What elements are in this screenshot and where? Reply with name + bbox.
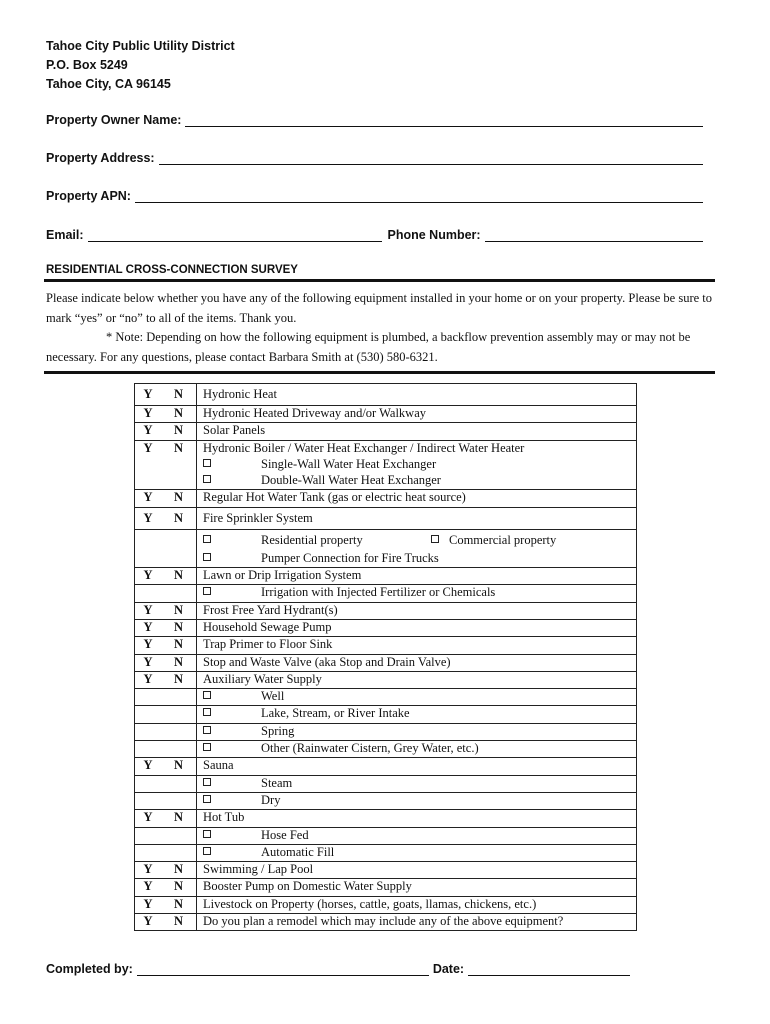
table-row <box>135 473 637 490</box>
instructions <box>46 289 718 367</box>
phone-label: Phone Number: <box>387 228 481 242</box>
item-label: Auxiliary Water Supply <box>197 671 637 688</box>
instruction-text: Please indicate below whether you have any of the following equipment installed in your home or on your property. Please be sure to mark “yes” or “no” to all of the items. Thank you. <box>46 291 713 325</box>
item-label: Regular Hot Water Tank (gas or electric heat source) <box>197 490 637 507</box>
no-option[interactable]: N <box>161 810 197 827</box>
completion-row <box>46 962 646 976</box>
table-row <box>135 758 637 775</box>
item-label: Fire Sprinkler System <box>197 507 637 529</box>
no-option[interactable]: N <box>161 440 197 457</box>
table-row <box>135 810 637 827</box>
item-label: Lawn or Drip Irrigation System <box>197 568 637 585</box>
fertilizer-checkbox[interactable] <box>203 587 211 595</box>
sub-option-label: Dry <box>261 792 281 807</box>
well-checkbox[interactable] <box>203 691 211 699</box>
item-label: Hydronic Boiler / Water Heat Exchanger / Indirect Water Heater <box>197 440 637 457</box>
yes-option[interactable]: Y <box>135 568 162 585</box>
yes-option[interactable]: Y <box>135 914 162 931</box>
owner-name-label: Property Owner Name: <box>46 113 182 127</box>
sub-option-label: Commercial property <box>449 532 557 547</box>
sub-option-label: Hose Fed <box>261 827 309 842</box>
apn-label: Property APN: <box>46 189 131 203</box>
item-label: Booster Pump on Domestic Water Supply <box>197 879 637 896</box>
hose-fed-checkbox[interactable] <box>203 830 211 838</box>
table-row <box>135 423 637 440</box>
po-box: P.O. Box 5249 <box>46 58 128 72</box>
sub-option-label: Residential property <box>261 532 363 547</box>
title-divider <box>44 279 715 282</box>
double-wall-checkbox[interactable] <box>203 475 211 483</box>
yes-option[interactable]: Y <box>135 507 162 529</box>
no-option[interactable]: N <box>161 568 197 585</box>
table-row <box>135 457 637 473</box>
table-row <box>135 827 637 844</box>
yes-option[interactable]: Y <box>135 879 162 896</box>
table-row <box>135 551 637 568</box>
table-row <box>135 741 637 758</box>
pumper-connection-checkbox[interactable] <box>203 553 211 561</box>
table-row <box>135 723 637 740</box>
no-option[interactable]: N <box>161 879 197 896</box>
table-row <box>135 914 637 931</box>
sub-option-label: Irrigation with Injected Fertilizer or Chemicals <box>261 585 496 600</box>
other-water-checkbox[interactable] <box>203 743 211 751</box>
table-row <box>135 671 637 688</box>
equipment-table <box>134 383 637 931</box>
table-row <box>135 637 637 654</box>
table-row <box>135 602 637 619</box>
survey-title: RESIDENTIAL CROSS-CONNECTION SURVEY <box>46 264 298 276</box>
date-label: Date: <box>432 962 465 976</box>
no-option[interactable]: N <box>161 602 197 619</box>
yes-option[interactable]: Y <box>135 862 162 879</box>
apn-row <box>46 189 703 203</box>
yes-option[interactable]: Y <box>135 637 162 654</box>
no-option[interactable]: N <box>161 423 197 440</box>
sub-option-label: Lake, Stream, or River Intake <box>261 706 410 721</box>
item-label: Do you plan a remodel which may include any of the above equipment? <box>197 914 637 931</box>
table-row <box>135 490 637 507</box>
yes-option[interactable]: Y <box>135 406 162 423</box>
table-row <box>135 507 637 529</box>
sub-option-label: Automatic Fill <box>261 844 335 859</box>
table-row <box>135 619 637 636</box>
no-option[interactable]: N <box>161 671 197 688</box>
no-option[interactable]: N <box>161 507 197 529</box>
no-option[interactable]: N <box>161 384 197 406</box>
address-field[interactable] <box>159 152 703 165</box>
item-label: Hydronic Heated Driveway and/or Walkway <box>197 406 637 423</box>
table-row <box>135 896 637 913</box>
spring-checkbox[interactable] <box>203 726 211 734</box>
table-row <box>135 706 637 723</box>
yes-option[interactable]: Y <box>135 758 162 775</box>
item-label: Sauna <box>197 758 637 775</box>
item-label: Hot Tub <box>197 810 637 827</box>
owner-name-row <box>46 113 703 127</box>
district-name: Tahoe City Public Utility District <box>46 39 235 53</box>
residential-checkbox[interactable] <box>203 535 211 543</box>
yes-option[interactable]: Y <box>135 896 162 913</box>
sub-option-label: Well <box>261 689 285 704</box>
item-label: Hydronic Heat <box>197 384 637 406</box>
no-option[interactable]: N <box>161 490 197 507</box>
owner-name-field[interactable] <box>185 114 703 127</box>
note-text: * Note: Depending on how the following equipment is plumbed, a backflow prevention assembly may or may not be necessary. For any questions, please contact Barbara Smith at (530) 580-6321. <box>46 330 691 364</box>
dry-checkbox[interactable] <box>203 795 211 803</box>
yes-option[interactable]: Y <box>135 654 162 671</box>
no-option[interactable]: N <box>161 406 197 423</box>
yes-option[interactable]: Y <box>135 384 162 406</box>
address-label: Property Address: <box>46 151 155 165</box>
completed-by-field[interactable] <box>137 963 429 976</box>
commercial-checkbox[interactable] <box>431 535 439 543</box>
phone-field[interactable] <box>485 229 703 242</box>
yes-option[interactable]: Y <box>135 619 162 636</box>
sub-option-label: Double-Wall Water Heat Exchanger <box>261 473 441 488</box>
item-label: Trap Primer to Floor Sink <box>197 637 637 654</box>
no-option[interactable]: N <box>161 637 197 654</box>
apn-field[interactable] <box>135 190 703 203</box>
yes-option[interactable]: Y <box>135 490 162 507</box>
email-field[interactable] <box>88 229 382 242</box>
sub-option-label: Other (Rainwater Cistern, Grey Water, etc.) <box>261 741 479 756</box>
yes-option[interactable]: Y <box>135 671 162 688</box>
yes-option[interactable]: Y <box>135 810 162 827</box>
no-option[interactable]: N <box>161 914 197 931</box>
automatic-fill-checkbox[interactable] <box>203 847 211 855</box>
sub-option-label: Single-Wall Water Heat Exchanger <box>261 456 437 471</box>
item-label: Household Sewage Pump <box>197 619 637 636</box>
steam-checkbox[interactable] <box>203 778 211 786</box>
table-row <box>135 862 637 879</box>
table-row <box>135 689 637 706</box>
item-label: Frost Free Yard Hydrant(s) <box>197 602 637 619</box>
no-option[interactable]: N <box>161 619 197 636</box>
sub-option-label: Steam <box>261 775 293 790</box>
item-label: Livestock on Property (horses, cattle, goats, llamas, chickens, etc.) <box>197 896 637 913</box>
district-address-block <box>46 37 235 94</box>
contact-row <box>46 228 703 242</box>
sub-option-label: Pumper Connection for Fire Trucks <box>261 550 439 565</box>
table-row <box>135 529 637 551</box>
yes-option[interactable]: Y <box>135 423 162 440</box>
email-label: Email: <box>46 228 84 242</box>
address-row <box>46 151 703 165</box>
table-row <box>135 879 637 896</box>
table-row <box>135 585 637 602</box>
no-option[interactable]: N <box>161 654 197 671</box>
date-field[interactable] <box>468 963 630 976</box>
item-label: Solar Panels <box>197 423 637 440</box>
yes-option[interactable]: Y <box>135 440 162 457</box>
no-option[interactable]: N <box>161 758 197 775</box>
table-row <box>135 844 637 861</box>
table-row <box>135 654 637 671</box>
table-row <box>135 384 637 406</box>
no-option[interactable]: N <box>161 896 197 913</box>
yes-option[interactable]: Y <box>135 602 162 619</box>
sub-option-label: Spring <box>261 723 295 738</box>
item-label: Stop and Waste Valve (aka Stop and Drain Valve) <box>197 654 637 671</box>
table-row <box>135 406 637 423</box>
lake-stream-checkbox[interactable] <box>203 708 211 716</box>
table-row <box>135 440 637 457</box>
item-label: Swimming / Lap Pool <box>197 862 637 879</box>
city-state-zip: Tahoe City, CA 96145 <box>46 77 171 91</box>
table-row <box>135 775 637 792</box>
table-row <box>135 568 637 585</box>
single-wall-checkbox[interactable] <box>203 459 211 467</box>
instructions-divider <box>44 371 715 374</box>
table-row <box>135 792 637 809</box>
completed-by-label: Completed by: <box>46 962 133 976</box>
no-option[interactable]: N <box>161 862 197 879</box>
